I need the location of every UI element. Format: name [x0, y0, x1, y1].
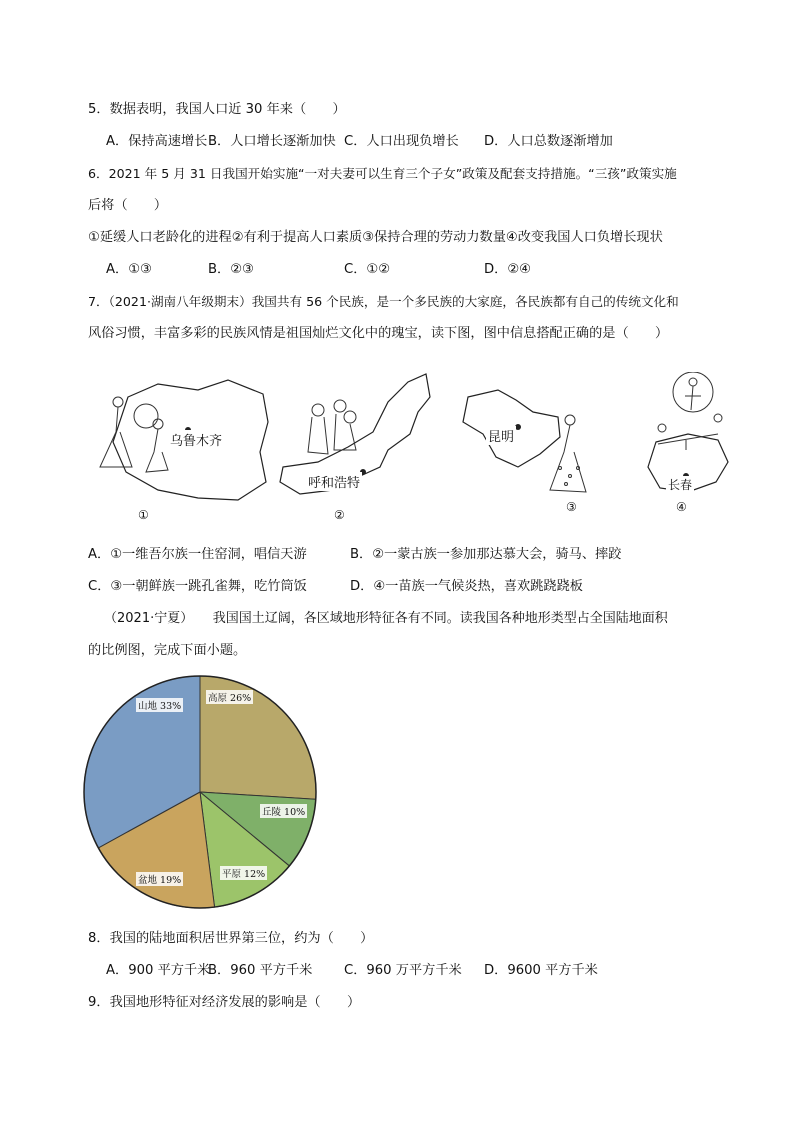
map-3-number: ③ — [566, 500, 577, 514]
map-4-city-label: 长春 — [668, 478, 693, 492]
map-2-city-label: 呼和浩特 — [306, 472, 362, 491]
q8-option-d: D．9600 平方千米 — [484, 963, 598, 978]
pie-label-pingyuan: 平原 12% — [220, 866, 267, 880]
map-1-number: ① — [138, 508, 149, 522]
map-2-number: ② — [334, 508, 345, 522]
intro-line2: 的比例图，完成下面小题。 — [88, 643, 247, 658]
q8-option-c: C．960 万平方千米 — [344, 963, 462, 978]
q7-option-d: D．④一苗族一气候炎热，喜欢跳跷跷板 — [350, 579, 583, 594]
q5-option-b: B．人口增长逐渐加快 — [208, 134, 336, 149]
q5-option-a: A．保持高速增长 — [106, 134, 208, 149]
q7-option-b: B．②一蒙古族一参加那达慕大会，骑马、摔跤 — [350, 547, 622, 562]
ethnic-maps-figure — [88, 372, 738, 527]
q6-stem-line2: 后将（ ） — [88, 198, 168, 213]
q7-stem-line1: 7．（2021·湖南八年级期末）我国共有 56 个民族，是一个多民族的大家庭，各民族都有自己的传统文化和 — [88, 294, 679, 309]
q8-option-a: A．900 平方千米 — [106, 963, 211, 978]
map-4-number: ④ — [676, 500, 687, 514]
q7-stem-line2: 风俗习惯，丰富多彩的民族风情是祖国灿烂文化中的瑰宝，读下图，图中信息搭配正确的是（ ） — [88, 326, 669, 341]
terrain-pie-svg — [80, 672, 320, 912]
q7-option-a: A．①一维吾尔族一住窑洞，唱信天游 — [88, 547, 307, 562]
terrain-pie-chart — [80, 672, 320, 912]
map-1-city-label: 乌鲁木齐 — [168, 430, 224, 449]
q9-stem: 9．我国地形特征对经济发展的影响是（ ） — [88, 995, 361, 1010]
q6-option-c: C．①② — [344, 262, 391, 277]
pie-label-qiuling: 丘陵 10% — [260, 804, 307, 818]
q5-stem: 5．数据表明，我国人口近 30 年来（ ） — [88, 102, 346, 117]
q6-option-d: D．②④ — [484, 262, 531, 277]
intro-line1: （2021·宁夏） 我国国土辽阔，各区域地形特征各有不同。读我国各种地形类型占全国陆地面积 — [104, 611, 668, 626]
map-3-city-label: 昆明 — [486, 426, 516, 445]
q7-option-c: C．③一朝鲜族一跳孔雀舞，吃竹筒饭 — [88, 579, 307, 594]
q6-option-b: B．②③ — [208, 262, 254, 277]
q5-option-c: C．人口出现负增长 — [344, 134, 459, 149]
ethnic-maps-illustration — [88, 372, 738, 527]
pie-label-gaoyuan: 高原 26% — [206, 690, 253, 704]
q8-stem: 8．我国的陆地面积居世界第三位，约为（ ） — [88, 931, 374, 946]
q8-option-b: B．960 平方千米 — [208, 963, 313, 978]
q6-stem-line1: 6．2021 年 5 月 31 日我国开始实施“一对夫妻可以生育三个子女”政策及配套支持措施。“三孩”政策实施 — [88, 166, 677, 181]
q6-option-a: A．①③ — [106, 262, 152, 277]
q5-option-d: D．人口总数逐渐增加 — [484, 134, 613, 149]
pie-label-shandi: 山地 33% — [136, 698, 183, 712]
pie-label-pendi: 盆地 19% — [136, 872, 183, 886]
q6-statements: ①延缓人口老龄化的进程②有利于提高人口素质③保持合理的劳动力数量④改变我国人口负增长现状 — [88, 230, 663, 245]
